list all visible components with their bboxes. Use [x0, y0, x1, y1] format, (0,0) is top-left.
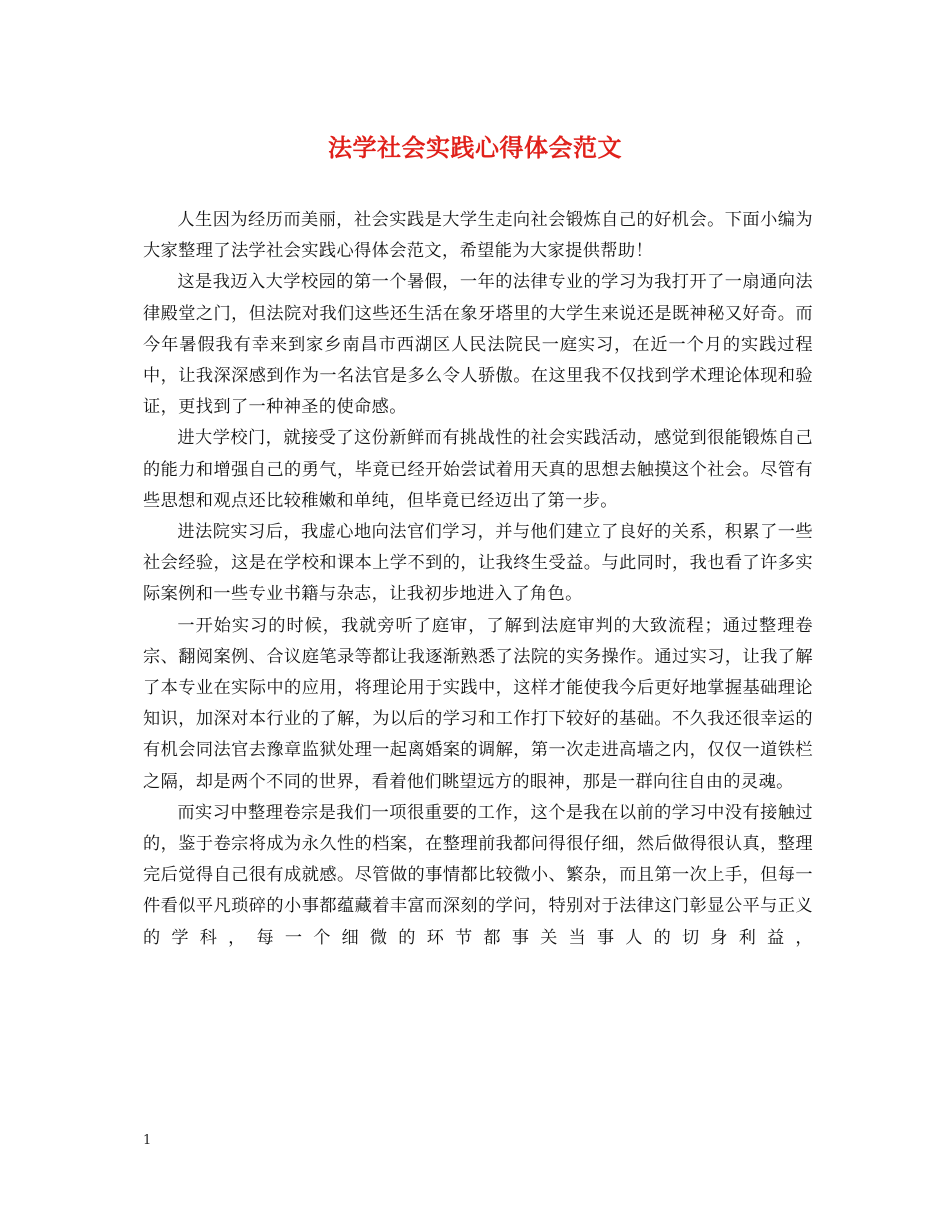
paragraph-case-files: 而实习中整理卷宗是我们一项很重要的工作，这个是我在以前的学习中没有接触过的，鉴于卷宗将成为永久性的档案，在整理前我都问得很仔细，然后做得很认真，整理完后觉得自己很有成就感。尽管做的事情都比较微小、繁杂，而且第一次上手，但每一件看似平凡琐碎的小事都蕴藏着丰富而深刻的学问，特别对于法律这门彰显公平与正义的学科，每一个细微的环节都事关当事人的切身利益，	[143, 802, 813, 948]
paragraph-court-internship: 进法院实习后，我虚心地向法官们学习，并与他们建立了良好的关系，积累了一些社会经验，这是在学校和课本上学不到的，让我终生受益。与此同时，我也看了许多实际案例和一些专业书籍与杂志，让我初步地进入了角色。	[143, 522, 813, 605]
page-number: 1	[143, 1133, 152, 1148]
paragraph-hearings: 一开始实习的时候，我就旁听了庭审，了解到法庭审判的大致流程；通过整理卷宗、翻阅案例、合议庭笔录等都让我逐渐熟悉了法院的实务操作。通过实习，让我了解了本专业在实际中的应用，将理论用于实践中，这样才能使我今后更好地掌握基础理论知识，加深对本行业的了解，为以后的学习和工作打下较好的基础。不久我还很幸运的有机会同法官去豫章监狱处理一起离婚案的调解，第一次走进高墙之内，仅仅一道铁栏之隔，却是两个不同的世界，看着他们眺望远方的眼神，那是一群向往自由的灵魂。	[143, 615, 813, 792]
document-body	[143, 205, 813, 954]
paragraph-first-summer: 这是我迈入大学校园的第一个暑假，一年的法律专业的学习为我打开了一扇通向法律殿堂之门，但法院对我们这些还生活在象牙塔里的大学生来说还是既神秘又好奇。而今年暑假我有幸来到家乡南昌市西湖区人民法院民一庭实习，在近一个月的实践过程中，让我深深感到作为一名法官是多么令人骄傲。在这里我不仅找到学术理论体现和验证，更找到了一种神圣的使命感。	[143, 272, 813, 418]
paragraph-intro: 人生因为经历而美丽，社会实践是大学生走向社会锻炼自己的好机会。下面小编为大家整理了法学社会实践心得体会范文，希望能为大家提供帮助！	[143, 210, 813, 262]
document-title: 法学社会实践心得体会范文	[328, 133, 622, 162]
paragraph-entering-university: 进大学校门，就接受了这份新鲜而有挑战性的社会实践活动，感觉到很能锻炼自己的能力和增强自己的勇气，毕竟已经开始尝试着用天真的思想去触摸这个社会。尽管有些思想和观点还比较稚嫩和单纯，但毕竟已经迈出了第一步。	[143, 428, 813, 511]
